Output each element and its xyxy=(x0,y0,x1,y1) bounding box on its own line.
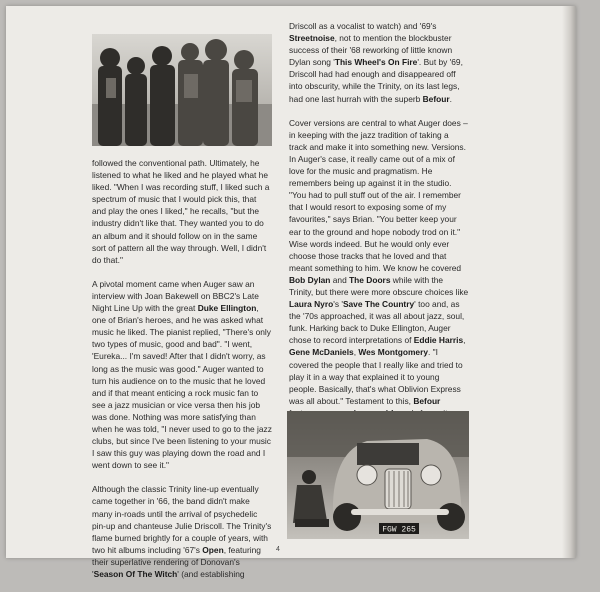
bold-name: Laura Nyro xyxy=(289,299,334,310)
page-number: 4 xyxy=(276,546,280,553)
bold-name: Befour xyxy=(422,93,450,104)
paragraph xyxy=(289,117,469,444)
bold-name: Eddie Harris xyxy=(413,335,464,346)
text-run: Driscoll as a vocalist to watch) and '69's xyxy=(289,21,437,31)
band-photo xyxy=(92,34,272,146)
text-run: , featuring their superlative rendering of Donovan's ' xyxy=(92,544,261,579)
text-run: '. But by '69, Driscoll had had enough and disappeared off into obscurity, while the Trinity, on its last legs, had one last hurrah with the superb xyxy=(289,57,463,104)
text-run: while with the Trinity, but there were more obscure choices like xyxy=(289,274,469,297)
right-text-column xyxy=(289,20,469,455)
bold-name: Wes Montgomery xyxy=(358,347,429,358)
paragraph xyxy=(92,157,272,266)
bold-name: Bob Dylan xyxy=(289,274,331,285)
band-photo-image xyxy=(92,34,272,146)
bold-name: Befour xyxy=(413,395,441,406)
text-run: , one of Brian's heroes, and he was asked what music he liked. The pianist replied, "There's only two types of music, good and bad". "I went, 'Eureka... I'm saved! After that I didn't worry, as long as the music was good." Auger wanted to turn his audience on to the music that he loved and if that meant enticing a rock music fan to see a jazz musician or vice versa then his job was done. Nothing was more satisfying than when he was told, "I never used to go to the jazz clubs, but since I've been listening to your music I saw this guy was playing down the road and I went down to see it." xyxy=(92,303,272,471)
text-run: . xyxy=(449,93,452,104)
bold-name: Gene McDaniels xyxy=(289,347,354,358)
bold-name: Open xyxy=(202,544,224,555)
booklet-page xyxy=(6,6,576,579)
text-run: followed the conventional path. Ultimately, he listened to what he liked and he played what he liked. "When I was recording stuff, I liked such a spectrum of music that I would pick this, that and play the ones I liked," he recalls, "but the industry didn't like that. They wanted you to do an album and it should follow on in the same sort of pattern all the way through. Well, I didn't do that." xyxy=(92,158,270,265)
bold-name: Save The Country xyxy=(342,299,415,310)
text-run: Although the classic Trinity line-up eventually came together in '66, the band didn't make many in-roads until the arrival of psychedelic pin-up and chanteuse Julie Driscoll. The Trinity's flame burned brightly for a couple of years, with two hit albums including '67's xyxy=(92,484,272,555)
text-run: ' too and, as the '70s approached, it was all about jazz, soul, funk. Harking back to Duke Ellington, Auger chose to record interpretations of xyxy=(289,299,465,346)
paragraph xyxy=(289,20,469,105)
bold-name: Streetnoise xyxy=(289,33,335,44)
text-run: 's ' xyxy=(333,299,343,310)
bold-name: Season Of The Witch xyxy=(93,569,178,579)
paragraph xyxy=(92,483,272,580)
license-plate-text: FGW 265 xyxy=(382,525,416,535)
text-run: , xyxy=(353,347,359,358)
text-run: ' (and establishing xyxy=(177,569,245,579)
text-run: A pivotal moment came when Auger saw an interview with Joan Bakewell on BBC2's Late Night Line Up with the great xyxy=(92,278,259,314)
text-run: and xyxy=(330,274,350,285)
bold-name: This Wheel's On Fire xyxy=(334,57,418,68)
left-text-column xyxy=(92,157,272,592)
text-run: . "I covered the people that I really like and tried to play it in a way that explained it to young people. Basically, that's what Oblivion Express was all about." Testament to this, xyxy=(289,347,463,406)
booklet-spine-shadow xyxy=(562,6,576,558)
car-photo xyxy=(287,411,469,539)
car-photo-image xyxy=(287,411,469,539)
paragraph xyxy=(92,278,272,472)
bold-name: The Doors xyxy=(349,274,391,285)
text-run: , not to mention the blockbuster success of their '68 reworking of little known Dylan song ' xyxy=(289,33,453,68)
text-run: Cover versions are central to what Auger does – in keeping with the jazz tradition of taking a track and make it into something new. Versions. In Auger's case, it really came out of a mix of love for the music and pragmatism. He remembers being up against it in the studio. "You had to pull stuff out of the air. I remember that I would resort to exposing some of my favourites," says Brian. "You better keep your ear to the ground and hope nobody trod on it." Wise words indeed. But he would only ever choose those tracks that he loved and that meant something to him. We know he covered xyxy=(289,117,468,273)
text-run: , xyxy=(463,335,466,346)
bold-name: Duke Ellington xyxy=(197,303,257,314)
